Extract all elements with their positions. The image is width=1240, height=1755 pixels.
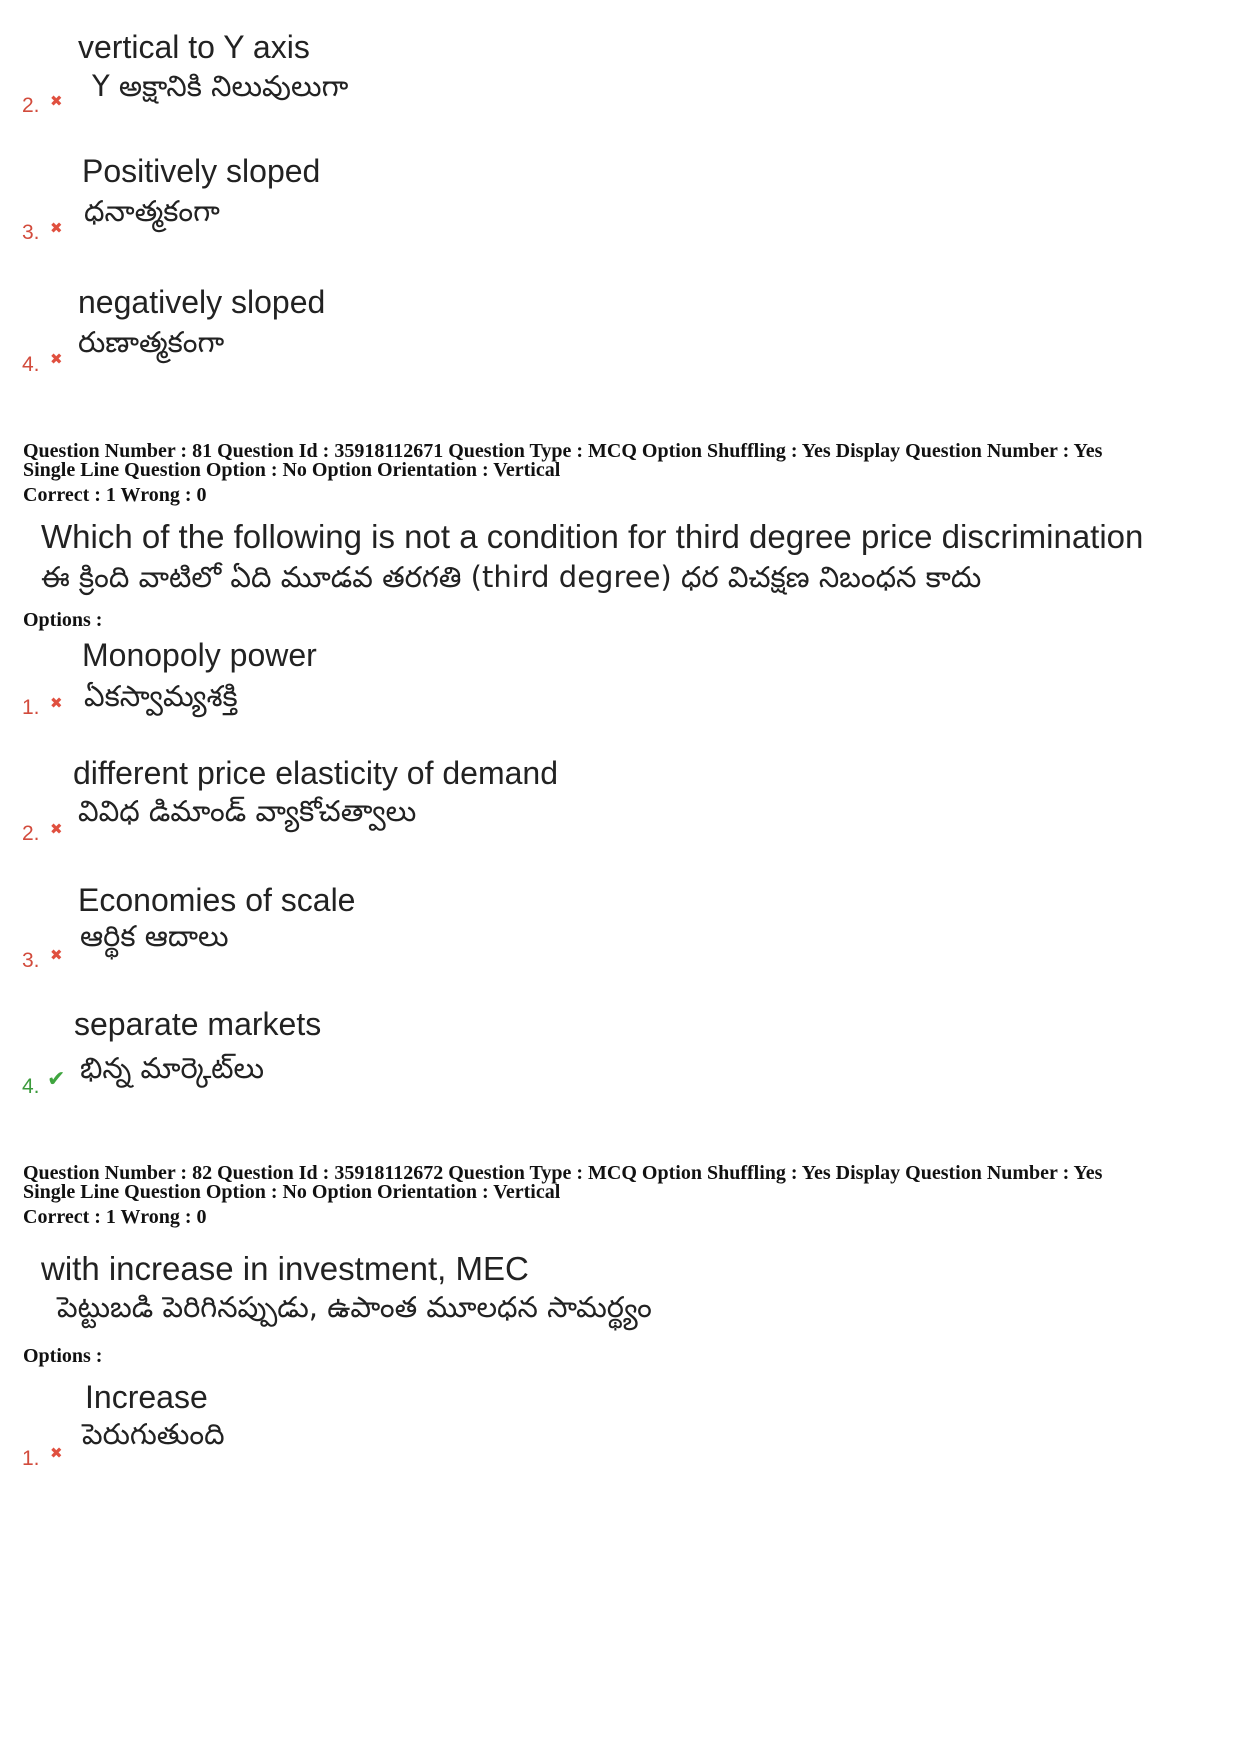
options-label: Options : <box>23 609 103 631</box>
option-text-en: Economies of scale <box>78 882 356 918</box>
question-text-en: with increase in investment, MEC <box>41 1250 529 1287</box>
cross-icon: ✖ <box>50 820 63 838</box>
option-number: 1. <box>22 1447 40 1470</box>
option-number: 3. <box>22 949 40 972</box>
option-text-te: భిన్న మార్కెట్‌లు <box>80 1051 265 1085</box>
option-text-te: రుణాత్మకంగా <box>78 325 225 359</box>
question-meta-line-1: Question Number : 82 Question Id : 35918112672 Question Type : MCQ Option Shuffling : Yes Display Question Number : Yes <box>23 1162 1103 1184</box>
score-line: Correct : 1 Wrong : 0 <box>23 1206 207 1228</box>
option-text-en: Monopoly power <box>82 637 317 673</box>
question-text-te: ఈ క్రింది వాటిలో ఏది మూడవ తరగతి (third degree) ధర విచక్షణ నిబంధన కాదు <box>41 560 982 594</box>
option-text-te: వివిధ డిమాండ్ వ్యాకోచత్వాలు <box>78 794 417 828</box>
option-text-te: ఆర్థిక ఆదాలు <box>80 919 229 953</box>
option-text-te: Y అక్షానికి నిలువులుగా <box>92 69 349 103</box>
option-number: 2. <box>22 822 40 845</box>
option-text-en: different price elasticity of demand <box>73 755 558 791</box>
option-text-en: separate markets <box>74 1006 322 1042</box>
option-text-en: negatively sloped <box>78 284 326 320</box>
option-text-en: vertical to Y axis <box>78 29 310 65</box>
option-number: 4. <box>22 353 40 376</box>
option-text-en: Increase <box>85 1379 208 1415</box>
option-text-te: పెరుగుతుంది <box>82 1417 225 1451</box>
question-meta-line-2: Single Line Question Option : No Option Orientation : Vertical <box>23 459 561 481</box>
question-meta-line-2: Single Line Question Option : No Option Orientation : Vertical <box>23 1181 561 1203</box>
cross-icon: ✖ <box>50 92 63 110</box>
option-number: 1. <box>22 696 40 719</box>
cross-icon: ✖ <box>50 694 63 712</box>
check-icon: ✔ <box>47 1067 66 1092</box>
cross-icon: ✖ <box>50 1444 63 1462</box>
options-label: Options : <box>23 1345 103 1367</box>
score-line: Correct : 1 Wrong : 0 <box>23 484 207 506</box>
cross-icon: ✖ <box>50 350 63 368</box>
option-number: 2. <box>22 94 40 117</box>
option-text-te: ధనాత్మకంగా <box>84 194 220 228</box>
option-text-en: Positively sloped <box>82 153 321 189</box>
option-text-te: ఏకస్వామ్యశక్తి <box>84 679 238 713</box>
option-number: 4. <box>22 1075 40 1098</box>
question-text-en: Which of the following is not a condition for third degree price discrimination <box>41 518 1144 555</box>
option-number: 3. <box>22 221 40 244</box>
cross-icon: ✖ <box>50 946 63 964</box>
cross-icon: ✖ <box>50 219 63 237</box>
question-meta-line-1: Question Number : 81 Question Id : 35918112671 Question Type : MCQ Option Shuffling : Yes Display Question Number : Yes <box>23 440 1103 462</box>
question-text-te: పెట్టుబడి పెరిగినప్పుడు, ఉపాంత మూలధన సామర్థ్యం <box>57 1290 652 1324</box>
